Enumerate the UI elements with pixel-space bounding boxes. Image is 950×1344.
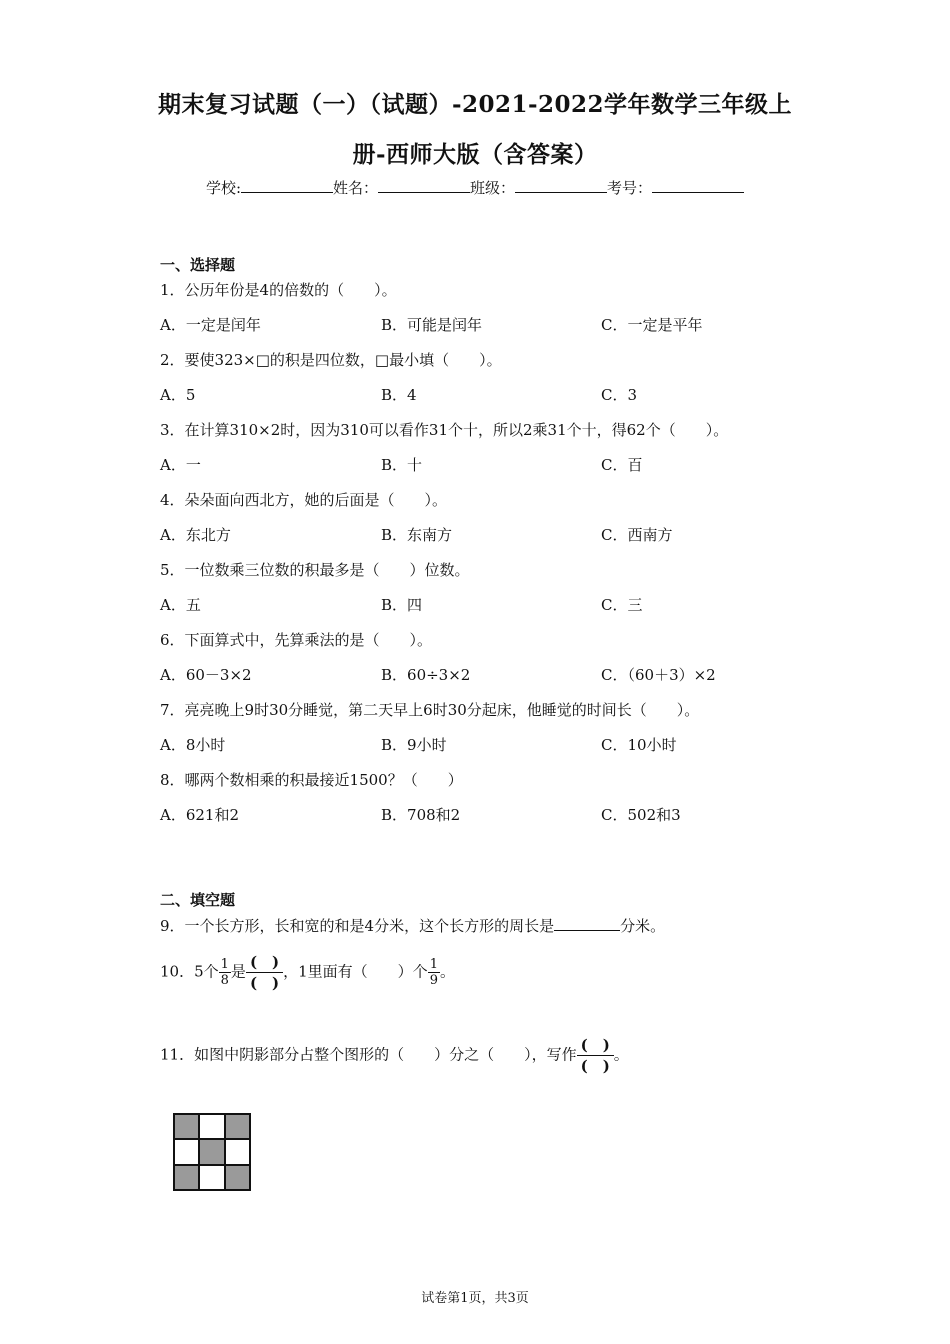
name-label: 姓名： [333, 179, 379, 197]
q6-option-c[interactable]: C．（60＋3）×2 [601, 666, 716, 684]
question-4: 4．朵朵面向西北方，她的后面是（ ）。 [160, 491, 448, 509]
q10-part-3: ，1里面有（ ）个 [283, 962, 428, 981]
fraction-numerator-blank[interactable]: ( ) [580, 1036, 610, 1054]
q1-option-a[interactable]: A．一定是闰年 [160, 316, 261, 334]
q8-option-b[interactable]: B．708和2 [381, 806, 461, 824]
question-9 [160, 915, 665, 936]
q7-option-a[interactable]: A．8小时 [160, 736, 226, 754]
q8-option-c[interactable]: C．502和3 [601, 806, 681, 824]
question-3: 3．在计算310×2时，因为310可以看作31个十，所以2乘31个十，得62个（ ）。 [160, 421, 729, 439]
q2-option-c[interactable]: C．3 [601, 386, 638, 404]
q9-text-end: 分米。 [620, 917, 666, 935]
question-10 [160, 952, 455, 993]
fraction-numerator: 1 [220, 957, 229, 972]
school-label: 学校: [205, 179, 241, 197]
q6-option-b[interactable]: B．60÷3×2 [381, 666, 471, 684]
fraction-one-ninth [428, 957, 440, 988]
q4-option-c[interactable]: C．西南方 [601, 526, 673, 544]
title-line-2: 册-西师大版（含答案） [352, 141, 598, 168]
q11-end: 。 [613, 1045, 629, 1064]
q3-option-b[interactable]: B．十 [381, 456, 423, 474]
question-7: 7．亮亮晚上9时30分睡觉，第二天早上6时30分起床，他睡觉的时间长（ ）。 [160, 701, 700, 719]
question-11 [160, 1035, 629, 1076]
q3-option-c[interactable]: C．百 [601, 456, 643, 474]
question-6: 6．下面算式中，先算乘法的是（ ）。 [160, 631, 433, 649]
section-choice-heading: 一、选择题 [160, 256, 236, 274]
class-label: 班级： [470, 179, 516, 197]
q6-option-a[interactable]: A．60－3×2 [160, 666, 252, 684]
class-blank[interactable] [515, 178, 607, 193]
q2-option-a[interactable]: A．5 [160, 386, 196, 404]
fraction-numerator-blank[interactable]: ( ) [249, 953, 280, 971]
school-blank[interactable] [241, 178, 333, 193]
fraction-denominator: 9 [429, 973, 438, 988]
q1-option-b[interactable]: B．可能是闰年 [381, 316, 483, 334]
q7-option-c[interactable]: C．10小时 [601, 736, 677, 754]
grid-cell-shaded [199, 1139, 224, 1164]
grid-cell-shaded [225, 1165, 250, 1190]
student-info-row [0, 177, 950, 198]
fraction-denominator: 8 [220, 973, 229, 988]
q4-option-b[interactable]: B．东南方 [381, 526, 453, 544]
q9-text: 9．一个长方形，长和宽的和是4分米，这个长方形的周长是 [160, 917, 555, 935]
q11-text: 11．如图中阴影部分占整个图形的（ ）分之（ ），写作 [160, 1045, 577, 1064]
fraction-numerator: 1 [429, 957, 438, 972]
exam-no-blank[interactable] [652, 178, 744, 193]
page-footer: 试卷第1页，共3页 [421, 1291, 529, 1306]
grid-cell-white [225, 1139, 250, 1164]
q5-option-a[interactable]: A．五 [160, 596, 201, 614]
question-5: 5．一位数乘三位数的积最多是（ ）位数。 [160, 561, 470, 579]
grid-cell-shaded [225, 1114, 250, 1139]
q5-option-b[interactable]: B．四 [381, 596, 423, 614]
grid-cell-shaded [174, 1165, 199, 1190]
fraction-denominator-blank[interactable]: ( ) [577, 1055, 614, 1076]
q10-fraction-answer[interactable] [246, 952, 283, 993]
title-line-1: 期末复习试题（一）（试题）-2021-2022学年数学三年级上 [157, 91, 793, 118]
question-1: 1．公历年份是4的倍数的（ ）。 [160, 281, 397, 299]
grid-cell-white [199, 1165, 224, 1190]
q11-fraction-answer[interactable] [577, 1035, 614, 1076]
q9-answer-blank[interactable] [554, 916, 620, 931]
q4-option-a[interactable]: A．东北方 [160, 526, 231, 544]
shaded-grid-figure [173, 1113, 251, 1191]
q2-option-b[interactable]: B．4 [381, 386, 417, 404]
fraction-denominator-blank[interactable]: ( ) [246, 972, 283, 993]
exam-no-label: 考号： [607, 179, 653, 197]
q10-part-4: 。 [439, 962, 455, 981]
question-2: 2．要使323×□的积是四位数，□最小填（ ）。 [160, 351, 502, 369]
question-8: 8．哪两个数相乘的积最接近1500？（ ） [160, 771, 463, 789]
q10-part-2: 是 [230, 962, 246, 981]
q1-option-c[interactable]: C．一定是平年 [601, 316, 703, 334]
grid-cell-shaded [174, 1114, 199, 1139]
q8-option-a[interactable]: A．621和2 [160, 806, 240, 824]
grid-cell-white [174, 1139, 199, 1164]
name-blank[interactable] [378, 178, 470, 193]
q7-option-b[interactable]: B．9小时 [381, 736, 447, 754]
grid-cell-white [199, 1114, 224, 1139]
q5-option-c[interactable]: C．三 [601, 596, 643, 614]
q3-option-a[interactable]: A．一 [160, 456, 201, 474]
section-fill-heading: 二、填空题 [160, 891, 236, 909]
fraction-one-eighth [219, 957, 231, 988]
q10-part-1: 10．5个 [160, 962, 219, 981]
